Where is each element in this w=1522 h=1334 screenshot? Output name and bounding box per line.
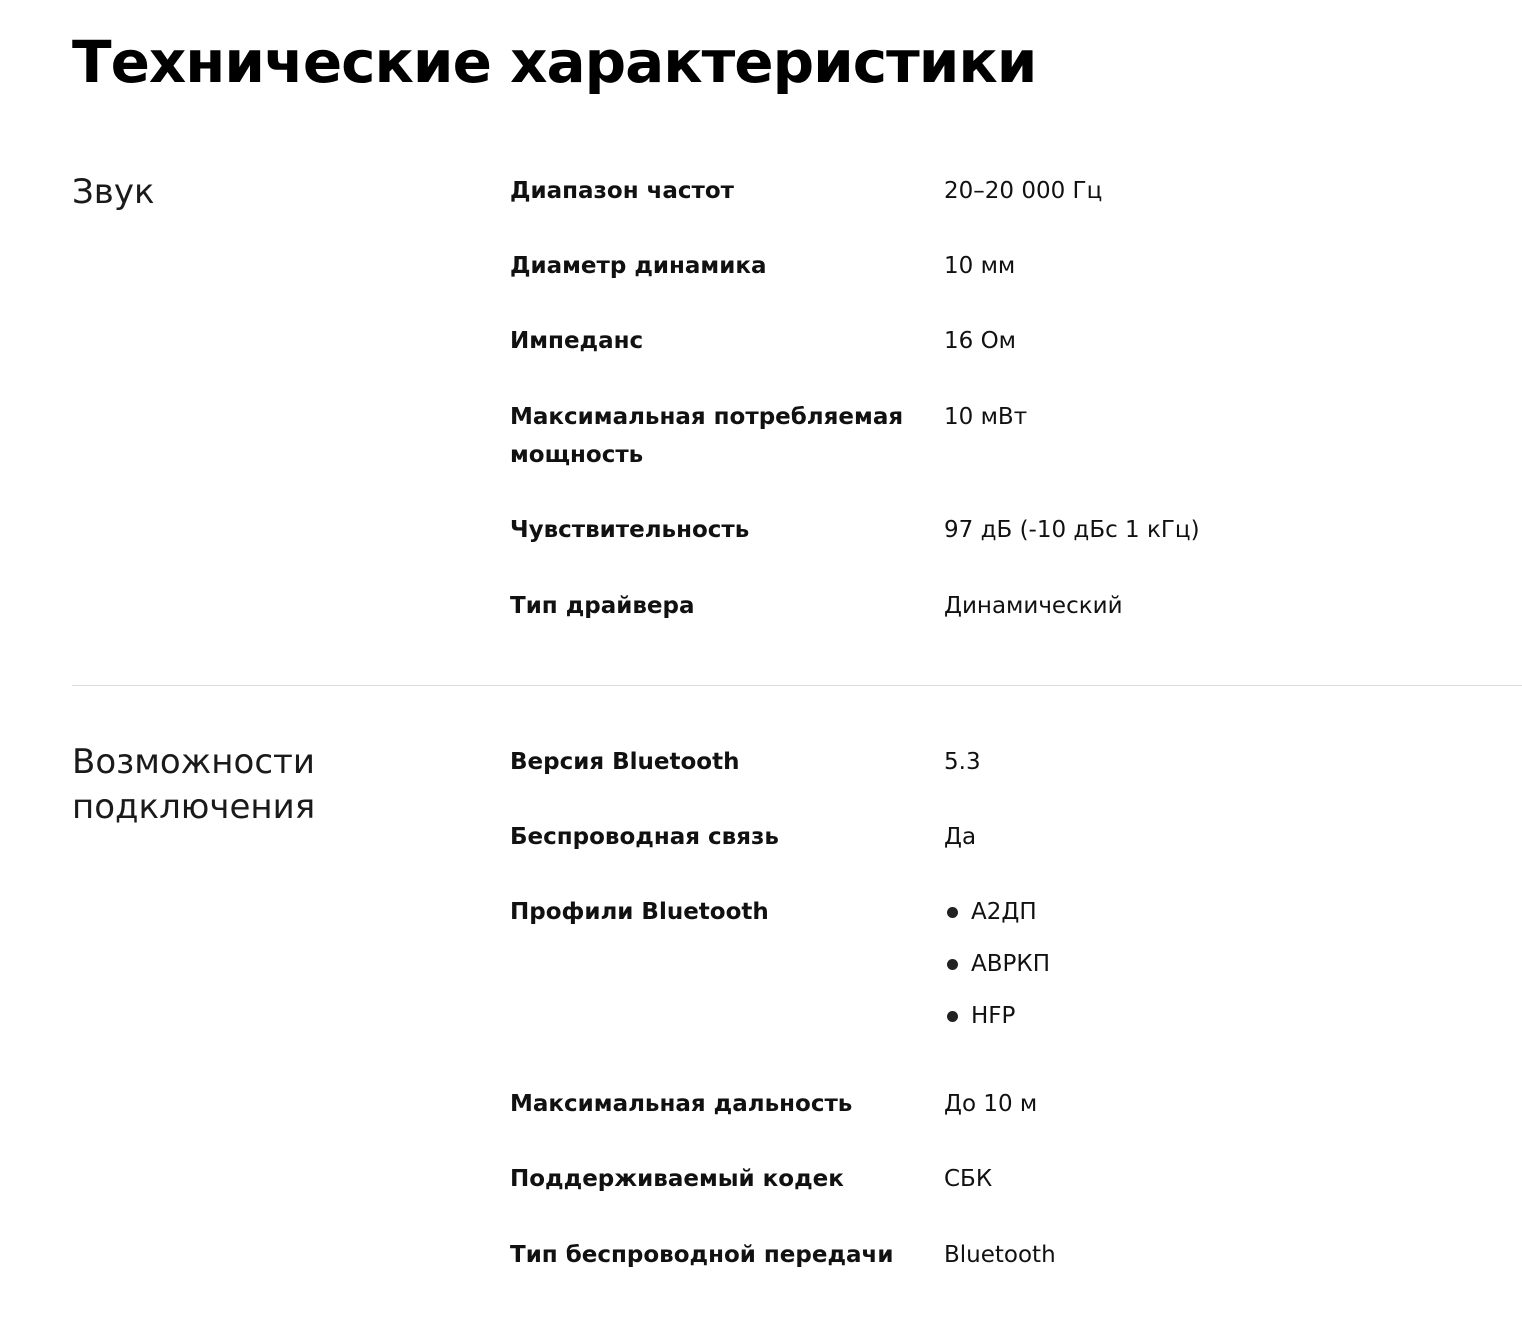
page-title: Технические характеристики	[72, 28, 1037, 96]
spec-value: До 10 м	[944, 1091, 1038, 1117]
spec-row-wireless	[510, 818, 1522, 893]
spec-row-transmission-type	[510, 1236, 1522, 1276]
spec-value: Динамический	[944, 593, 1123, 619]
spec-label: Диаметр динамика	[510, 253, 767, 279]
spec-row-frequency-range	[510, 172, 1522, 247]
spec-label: Диапазон частот	[510, 178, 735, 204]
section-heading-sound: Звук	[72, 172, 155, 212]
spec-list-sound	[510, 170, 1522, 627]
bullet-icon	[947, 1011, 958, 1022]
profile-name: АВРКП	[971, 951, 1051, 977]
section-connectivity	[72, 740, 1522, 1276]
spec-row-sensitivity	[510, 511, 1522, 587]
spec-row-driver-diameter	[510, 247, 1522, 322]
list-item	[944, 945, 1522, 983]
spec-value: Да	[944, 824, 977, 850]
spec-value: 5.3	[944, 749, 981, 775]
spec-list-connectivity	[510, 740, 1522, 1276]
spec-label: Тип беспроводной передачи	[510, 1242, 894, 1268]
spec-row-bluetooth-profiles	[510, 893, 1522, 1085]
spec-value: 20–20 000 Гц	[944, 178, 1103, 204]
spec-row-bluetooth-version	[510, 743, 1522, 818]
section-divider	[72, 685, 1522, 686]
profile-list	[944, 893, 1522, 1035]
spec-label: Поддерживаемый кодек	[510, 1166, 844, 1192]
spec-label: Профили Bluetooth	[510, 899, 769, 925]
section-sound	[72, 170, 1522, 627]
bullet-icon	[947, 907, 958, 918]
spec-value: 10 мВт	[944, 404, 1028, 430]
spec-label: Чувствительность	[510, 517, 750, 543]
profile-name: A2ДП	[971, 899, 1037, 925]
spec-value: 97 дБ (-10 дБс 1 кГц)	[944, 517, 1200, 543]
bullet-icon	[947, 959, 958, 970]
spec-value: 10 мм	[944, 253, 1016, 279]
spec-row-max-power	[510, 398, 1522, 511]
list-item	[944, 893, 1522, 931]
spec-row-max-range	[510, 1085, 1522, 1160]
spec-label: Тип драйвера	[510, 593, 695, 619]
spec-label: Максимальная потребляемая мощность	[510, 404, 904, 468]
spec-row-impedance	[510, 322, 1522, 398]
spec-row-driver-type	[510, 587, 1522, 627]
spec-value-list	[944, 893, 1522, 1035]
spec-label: Максимальная дальность	[510, 1091, 853, 1117]
profile-name: HFP	[971, 1003, 1016, 1029]
spec-value: 16 Ом	[944, 328, 1017, 354]
specs-page	[72, 0, 1522, 1276]
spec-label: Версия Bluetooth	[510, 749, 740, 775]
spec-value: Bluetooth	[944, 1242, 1056, 1268]
list-item	[944, 997, 1522, 1035]
spec-label: Беспроводная связь	[510, 824, 779, 850]
spec-value: СБК	[944, 1166, 993, 1192]
spec-label: Импеданс	[510, 328, 644, 354]
spec-row-codec	[510, 1160, 1522, 1236]
section-heading-connectivity: Возможности подключения	[72, 742, 316, 827]
